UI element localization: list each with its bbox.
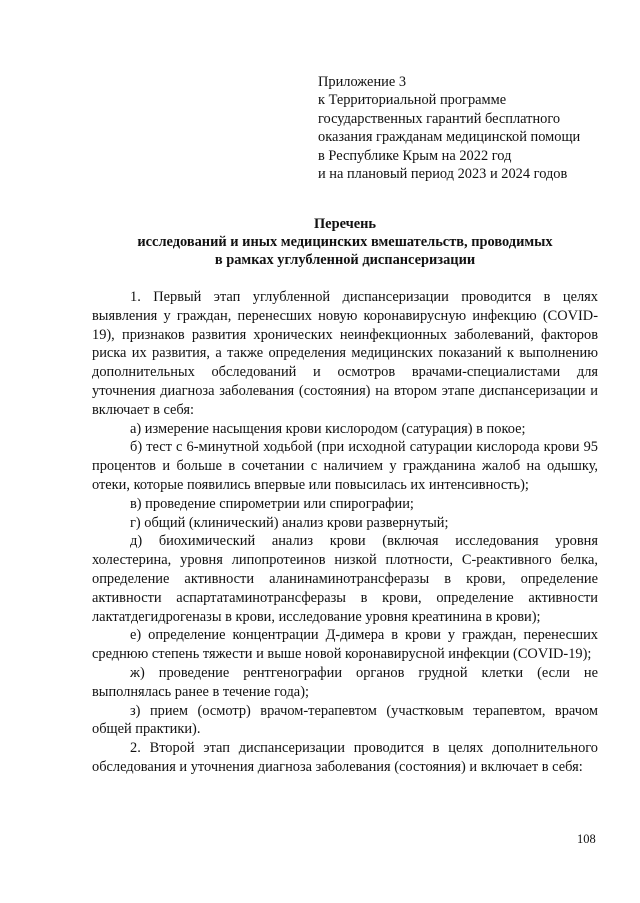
appendix-line: в Республике Крым на 2022 год: [318, 147, 512, 164]
appendix-line: государственных гарантий бесплатного: [318, 110, 561, 127]
title-line: в рамках углубленной диспансеризации: [214, 252, 476, 268]
appendix-line: к Территориальной программе: [318, 92, 507, 109]
list-item-e: е) определение концентрации Д-димера в крови у граждан, перенесших среднюю степень тяжести и выше новой коронавирусной инфекции (COVID-19);: [92, 627, 598, 663]
appendix-header: [318, 73, 618, 183]
list-item-d: д) биохимический анализ крови (включая исследования уровня холестерина, уровня липопротеинов низкой плотности, С-реактивного белка, определение активности аланинаминотрансферазы в крови, определение активности аспартатаминотрансферазы в крови, определение активности лактатдегидрогеназы в крови, исследование уровня креатинина в крови);: [92, 533, 598, 625]
list-item-a: а) измерение насыщения крови кислородом (сатурация) в покое;: [130, 420, 526, 437]
title-line: Перечень: [313, 216, 377, 232]
paragraph-first-stage: 1. Первый этап углубленной диспансеризации проводится в целях выявления у граждан, перенесших новую коронавирусную инфекцию (COVID-19), признаков развития хронических неинфекционных заболеваний, факторов риска их развития, а также определения медицинских показаний к выполнению дополнительных обследований и осмотров врачами-специалистами для уточнения диагноза заболевания (состояния) на втором этапе диспансеризации и включает в себя:: [92, 289, 598, 418]
title-line: исследований и иных медицинских вмешательств, проводимых: [137, 234, 553, 250]
appendix-line: оказания гражданам медицинской помощи: [318, 129, 581, 146]
list-item-b: б) тест с 6-минутной ходьбой (при исходной сатурации кислорода крови 95 процентов и больше в сочетании с наличием у гражданина жалоб на одышку, отеки, которые появились впервые или повысилась их интенсивность);: [92, 439, 598, 493]
list-item-z: з) прием (осмотр) врачом-терапевтом (участковым терапевтом, врачом общей практики).: [92, 702, 598, 738]
list-item-v: в) проведение спирометрии или спирографии;: [130, 495, 414, 512]
document-body: [92, 288, 598, 777]
page-number: 108: [577, 832, 596, 846]
paragraph-second-stage: 2. Второй этап диспансеризации проводится в целях дополнительного обследования и уточнения диагноза заболевания (состояния) и включает в себя:: [92, 740, 598, 775]
list-item-g: г) общий (клинический) анализ крови развернутый;: [130, 514, 449, 531]
list-item-zh: ж) проведение рентгенографии органов грудной клетки (если не выполнялась ранее в течение года);: [92, 664, 598, 700]
appendix-line: Приложение 3: [318, 74, 407, 90]
appendix-line: и на плановый период 2023 и 2024 годов: [318, 166, 568, 183]
document-title: [92, 215, 598, 269]
